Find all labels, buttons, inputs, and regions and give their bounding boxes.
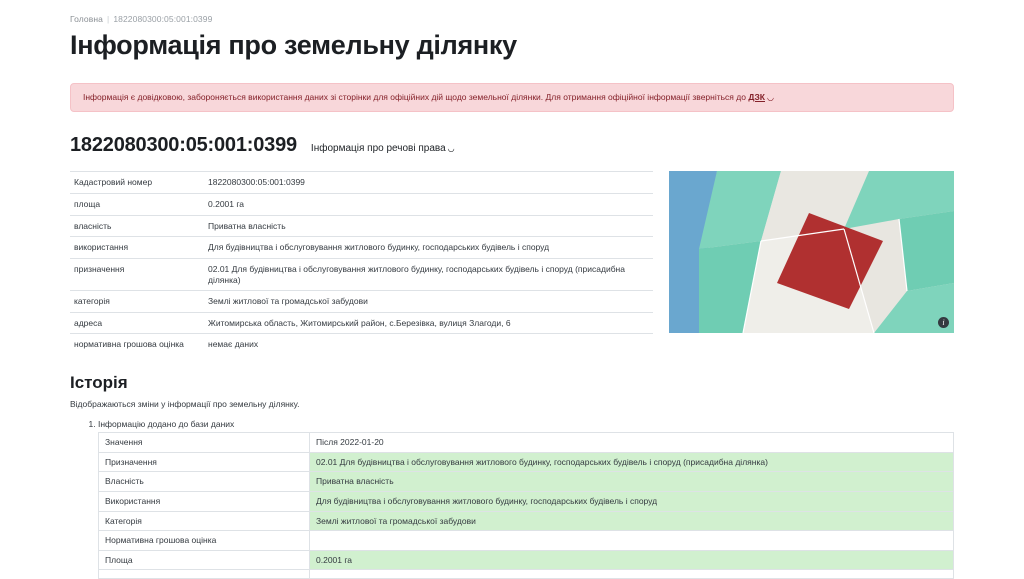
info-key: використання: [70, 237, 204, 259]
table-row: [99, 472, 954, 492]
history-key: Призначення: [99, 452, 310, 472]
map-canvas: [669, 171, 954, 333]
table-row: [99, 570, 954, 579]
history-head-key: Значення: [99, 433, 310, 453]
table-row: [99, 491, 954, 511]
list-item: [98, 419, 954, 579]
cadastral-number: 1822080300:05:001:0399: [70, 134, 297, 157]
history-key: Використання: [99, 491, 310, 511]
breadcrumb-current: 1822080300:05:001:0399: [113, 14, 213, 24]
history-entry-label: Інформацію додано до бази даних: [98, 419, 235, 430]
history-value: 0.2001 га: [310, 550, 954, 570]
table-row: [99, 452, 954, 472]
info-value: Приватна власність: [204, 215, 653, 237]
table-row: [70, 215, 653, 237]
info-value: 1822080300:05:001:0399: [204, 172, 653, 194]
breadcrumb: [70, 14, 954, 24]
history-key: Нормативна грошова оцінка: [99, 531, 310, 551]
info-value: Житомирська область, Житомирський район, с.Березівка, вулиця Злагоди, 6: [204, 312, 653, 334]
breadcrumb-separator: |: [107, 14, 110, 24]
parcel-map[interactable]: [669, 171, 954, 333]
breadcrumb-home-link[interactable]: Головна: [70, 14, 103, 24]
table-row: [70, 291, 653, 313]
info-value: немає даних: [204, 334, 653, 355]
table-row: [70, 237, 653, 259]
info-key: площа: [70, 194, 204, 216]
table-row: [70, 334, 653, 355]
dzk-link[interactable]: ДЗК: [748, 92, 766, 102]
info-key: нормативна грошова оцінка: [70, 334, 204, 355]
page-title: Інформація про земельну ділянку: [70, 30, 517, 60]
table-row: [99, 531, 954, 551]
info-key: Кадастровий номер: [70, 172, 204, 194]
history-subtitle: Відображаються зміни у інформації про земельну ділянку.: [70, 399, 300, 410]
history-value: Землі житлової та громадської забудови: [310, 511, 954, 531]
table-row: [99, 550, 954, 570]
history-title: Історія: [70, 373, 128, 393]
info-value: 0.2001 га: [204, 194, 653, 216]
map-info-icon[interactable]: i: [938, 317, 949, 328]
disclaimer-alert: [70, 83, 954, 112]
table-row: [70, 312, 653, 334]
history-key: [99, 570, 310, 579]
table-row: [70, 194, 653, 216]
table-row: [99, 511, 954, 531]
disclaimer-text: Інформація є довідковою, забороняється використання даних зі сторінки для офіційних дій щодо земельної ділянки. Для отримання офіційної інформації зверніться до: [83, 92, 749, 102]
property-rights-label: Інформація про речові права: [310, 143, 446, 155]
table-row: [70, 258, 653, 290]
info-value: 02.01 Для будівництва і обслуговування житлового будинку, господарських будівель і споруд (присадибна ділянка): [204, 258, 653, 290]
history-head-value: Після 2022-01-20: [310, 433, 954, 453]
history-value: [310, 531, 954, 551]
parcel-content: [70, 171, 954, 355]
table-row: [70, 172, 653, 194]
info-value: Для будівництва і обслуговування житлового будинку, господарських будівель і споруд: [204, 237, 653, 259]
table-row: [99, 433, 954, 453]
external-link-icon: ◡: [447, 144, 455, 154]
history-value: Приватна власність: [310, 472, 954, 492]
history-key: Власність: [99, 472, 310, 492]
info-key: призначення: [70, 258, 204, 290]
cadastral-header: [70, 134, 954, 157]
history-key: Категорія: [99, 511, 310, 531]
history-list: [70, 419, 954, 579]
history-key: Площа: [99, 550, 310, 570]
history-value: Для будівництва і обслуговування житлового будинку, господарських будівель і споруд: [310, 491, 954, 511]
history-value: 02.01 Для будівництва і обслуговування житлового будинку, господарських будівель і споруд (присадибна ділянка): [310, 452, 954, 472]
history-table: [98, 432, 954, 579]
history-value: [310, 570, 954, 579]
external-link-icon: ◡: [767, 93, 774, 102]
info-key: власність: [70, 215, 204, 237]
info-key: адреса: [70, 312, 204, 334]
parcel-info-table: [70, 171, 653, 355]
info-value: Землі житлової та громадської забудови: [204, 291, 653, 313]
info-key: категорія: [70, 291, 204, 313]
property-rights-link[interactable]: [311, 143, 455, 154]
